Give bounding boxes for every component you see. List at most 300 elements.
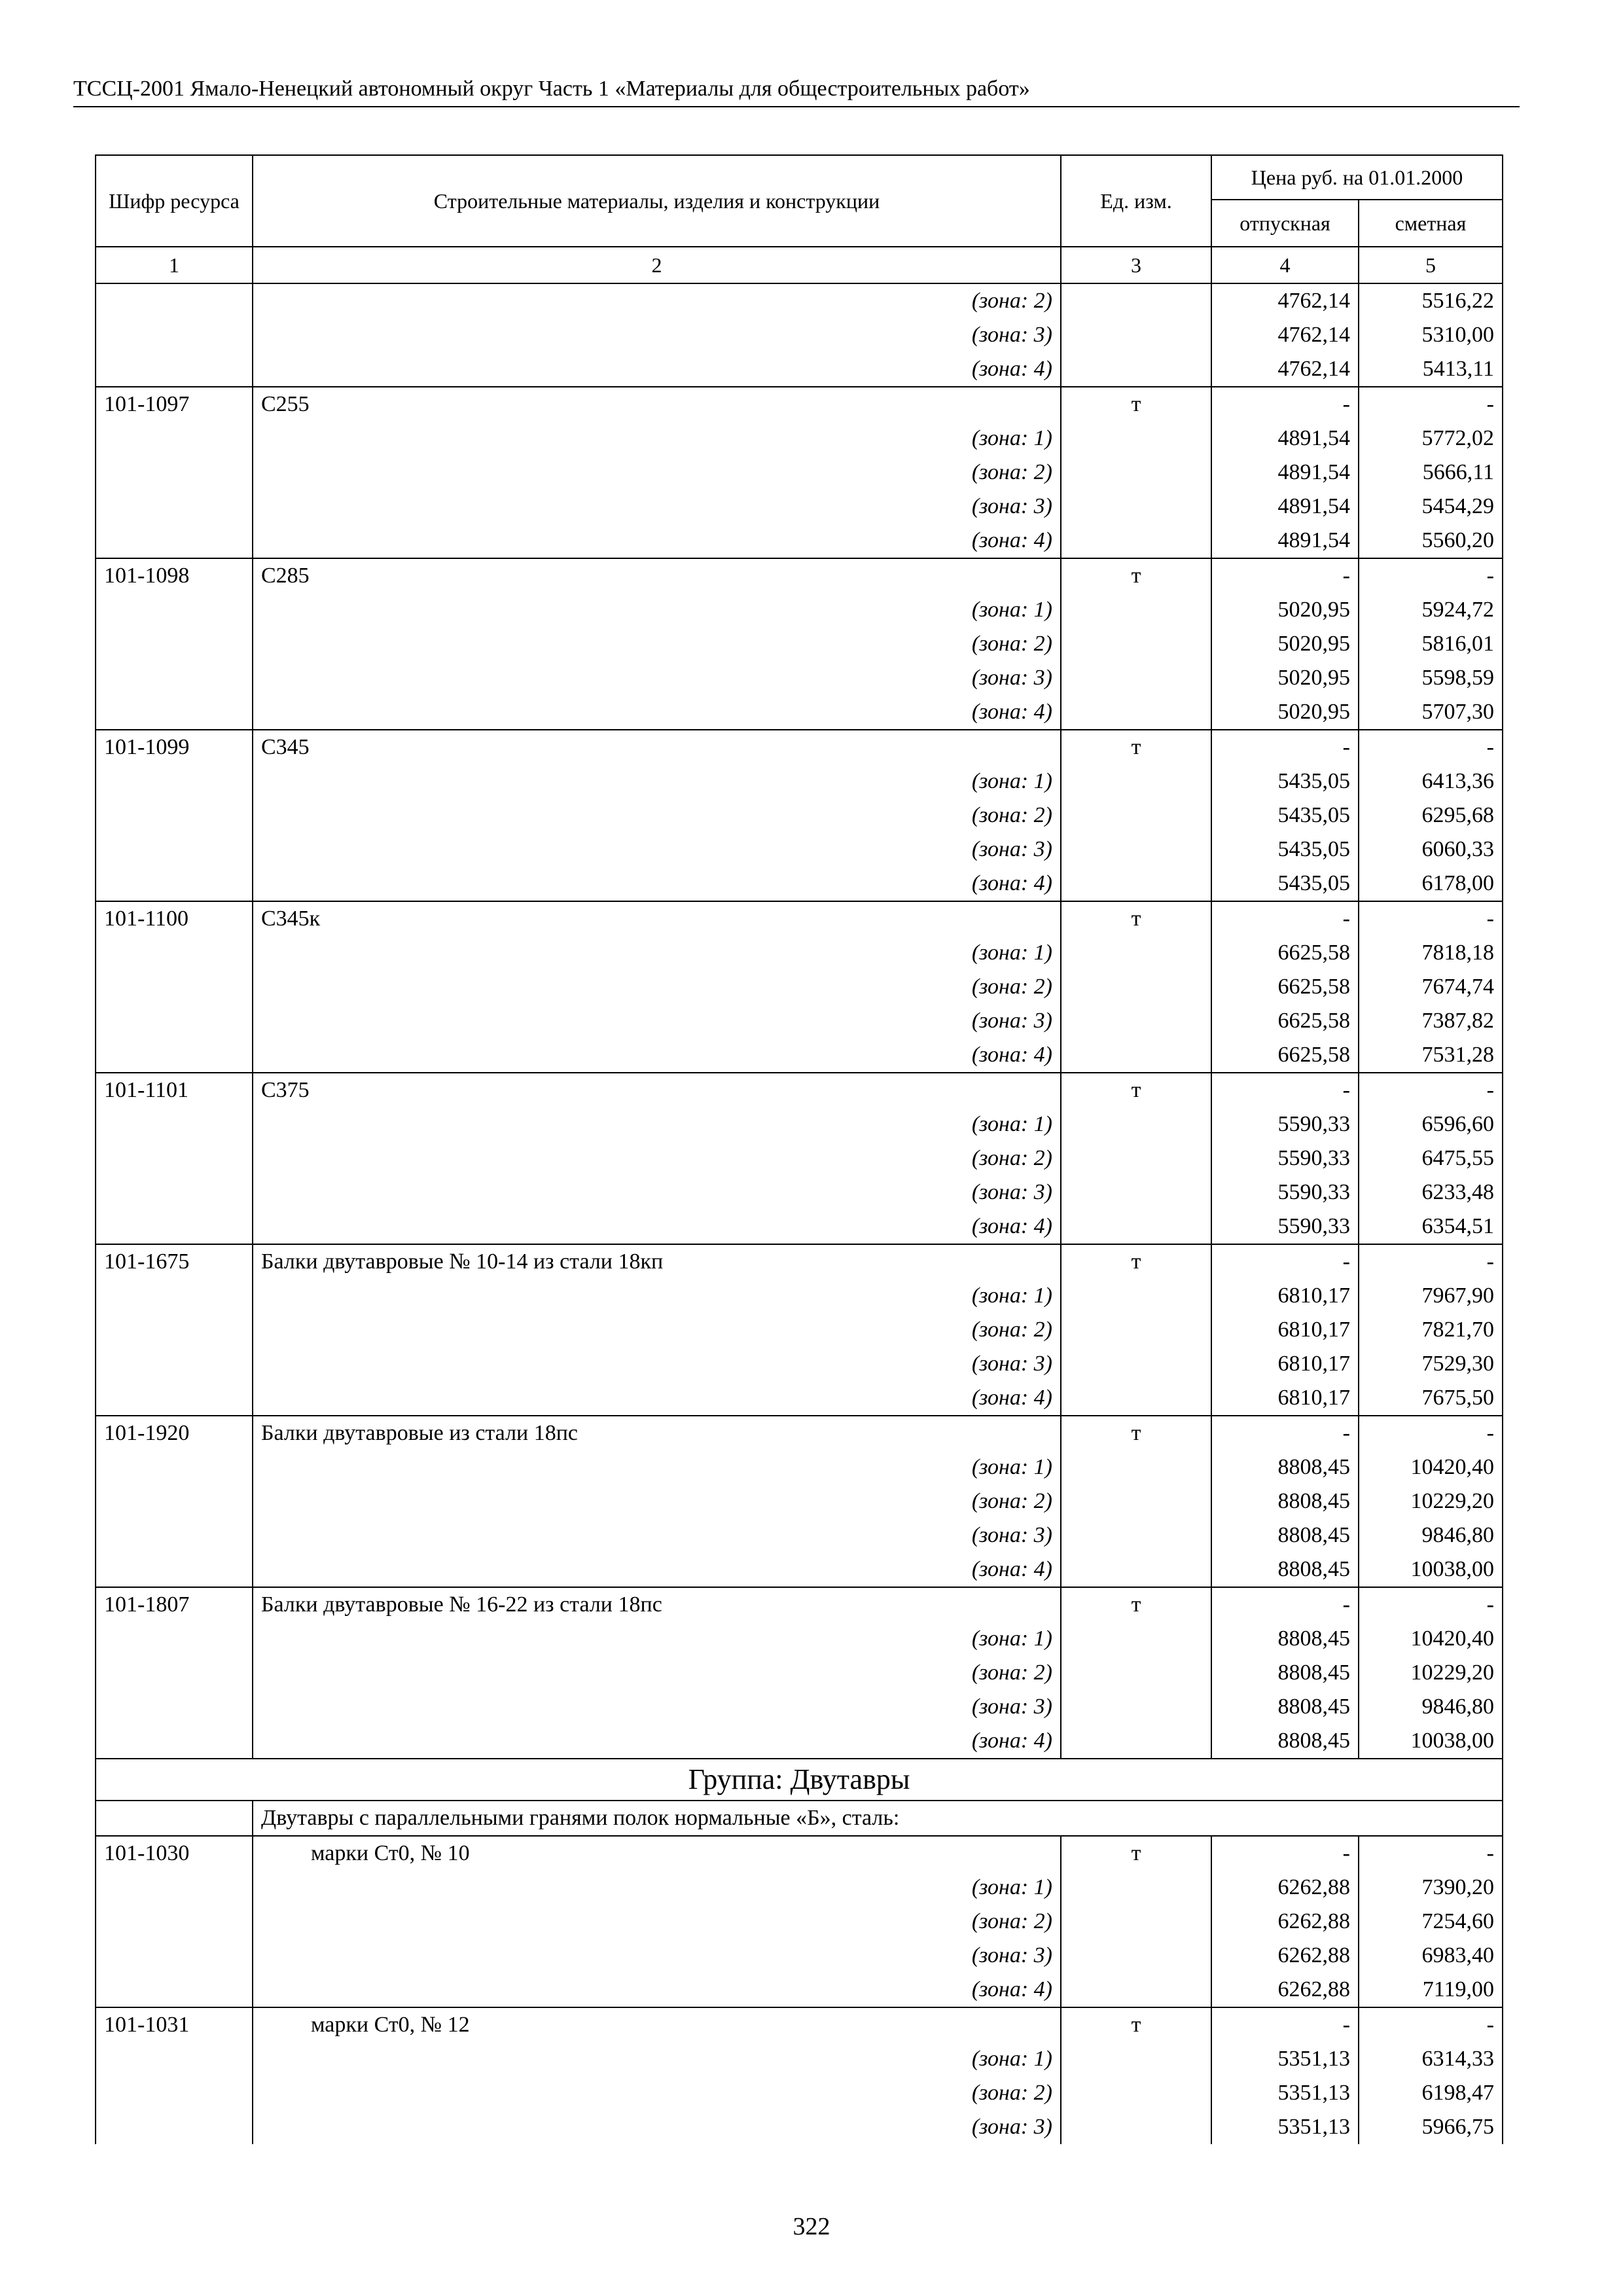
zone-row xyxy=(96,1905,1503,1939)
table-group-section xyxy=(96,1759,1503,1836)
release-price: - xyxy=(1211,1416,1359,1450)
release-price: - xyxy=(1211,901,1359,936)
zone-row xyxy=(96,1450,1503,1484)
price-table xyxy=(95,154,1503,2144)
empty-code-cell xyxy=(96,352,253,387)
empty-code-cell xyxy=(96,798,253,833)
empty-unit-cell xyxy=(1061,1141,1211,1175)
estimate-price: 6983,40 xyxy=(1359,1939,1503,1973)
zone-label: (зона: 1) xyxy=(253,422,1061,456)
empty-code-cell xyxy=(96,867,253,901)
estimate-price: 5924,72 xyxy=(1359,593,1503,627)
empty-code-cell xyxy=(96,833,253,867)
unit-cell: т xyxy=(1061,558,1211,593)
empty-unit-cell xyxy=(1061,1450,1211,1484)
empty-unit-cell xyxy=(1061,524,1211,558)
empty-unit-cell xyxy=(1061,970,1211,1004)
empty-unit-cell xyxy=(1061,1939,1211,1973)
empty-code-cell xyxy=(96,1038,253,1073)
zone-label: (зона: 2) xyxy=(253,798,1061,833)
empty-unit-cell xyxy=(1061,1279,1211,1313)
release-price: 5590,33 xyxy=(1211,1107,1359,1141)
zone-row xyxy=(96,593,1503,627)
zone-label: (зона: 4) xyxy=(253,695,1061,730)
zone-label: (зона: 4) xyxy=(253,1210,1061,1244)
zone-row xyxy=(96,490,1503,524)
empty-code-cell xyxy=(96,1871,253,1905)
zone-label: (зона: 4) xyxy=(253,1973,1061,2007)
resource-name: С255 xyxy=(253,387,1061,422)
release-price: 8808,45 xyxy=(1211,1450,1359,1484)
empty-code-cell xyxy=(96,2076,253,2110)
unit-cell: т xyxy=(1061,901,1211,936)
empty-unit-cell xyxy=(1061,661,1211,695)
release-price: - xyxy=(1211,2007,1359,2042)
resource-name: Балки двутавровые № 10-14 из стали 18кп xyxy=(253,1244,1061,1279)
column-number: 2 xyxy=(253,247,1061,283)
zone-label: (зона: 3) xyxy=(253,661,1061,695)
zone-row xyxy=(96,2110,1503,2144)
empty-unit-cell xyxy=(1061,627,1211,661)
empty-unit-cell xyxy=(1061,695,1211,730)
estimate-price: 7254,60 xyxy=(1359,1905,1503,1939)
zone-label: (зона: 3) xyxy=(253,1175,1061,1210)
zone-label: (зона: 1) xyxy=(253,1871,1061,1905)
empty-unit-cell xyxy=(1061,1552,1211,1587)
resource-code: 101-1675 xyxy=(96,1244,253,1279)
release-price: 4891,54 xyxy=(1211,456,1359,490)
table-row xyxy=(96,2007,1503,2042)
estimate-price: - xyxy=(1359,558,1503,593)
zone-label: (зона: 4) xyxy=(253,867,1061,901)
zone-label: (зона: 2) xyxy=(253,1905,1061,1939)
zone-label: (зона: 1) xyxy=(253,936,1061,970)
zone-row xyxy=(96,1175,1503,1210)
subgroup-title: Двутавры с параллельными гранями полок нормальные «Б», сталь: xyxy=(253,1801,1503,1836)
zone-label: (зона: 4) xyxy=(253,1038,1061,1073)
zone-label: (зона: 1) xyxy=(253,1107,1061,1141)
zone-row xyxy=(96,283,1503,318)
empty-unit-cell xyxy=(1061,1107,1211,1141)
empty-unit-cell xyxy=(1061,1690,1211,1724)
estimate-price: 5413,11 xyxy=(1359,352,1503,387)
empty-code-cell xyxy=(96,1004,253,1038)
empty-code-cell xyxy=(96,1450,253,1484)
empty-unit-cell xyxy=(1061,2042,1211,2076)
empty-code-cell xyxy=(96,970,253,1004)
page-header: ТССЦ-2001 Ямало-Ненецкий автономный округ Часть 1 «Материалы для общестроительных работ» xyxy=(73,73,1520,107)
zone-row xyxy=(96,833,1503,867)
release-price: 6625,58 xyxy=(1211,1004,1359,1038)
zone-row xyxy=(96,1004,1503,1038)
release-price: - xyxy=(1211,1836,1359,1871)
estimate-price: 9846,80 xyxy=(1359,1518,1503,1552)
release-price: 5435,05 xyxy=(1211,833,1359,867)
zone-row xyxy=(96,1622,1503,1656)
resource-code: 101-1097 xyxy=(96,387,253,422)
estimate-price: 6354,51 xyxy=(1359,1210,1503,1244)
empty-code-cell xyxy=(96,422,253,456)
release-price: 5020,95 xyxy=(1211,627,1359,661)
table-row xyxy=(96,730,1503,764)
zone-label: (зона: 2) xyxy=(253,456,1061,490)
column-header-release: отпускная xyxy=(1211,200,1359,247)
subgroup-spacer xyxy=(96,1801,253,1836)
empty-code-cell xyxy=(96,456,253,490)
zone-row xyxy=(96,627,1503,661)
zone-row xyxy=(96,1656,1503,1690)
release-price: 8808,45 xyxy=(1211,1724,1359,1759)
column-header-unit: Ед. изм. xyxy=(1061,155,1211,247)
empty-code-cell xyxy=(96,1107,253,1141)
table-row xyxy=(96,1416,1503,1450)
estimate-price: 5707,30 xyxy=(1359,695,1503,730)
estimate-price: - xyxy=(1359,1244,1503,1279)
empty-code-cell xyxy=(96,1724,253,1759)
zone-label: (зона: 3) xyxy=(253,1518,1061,1552)
zone-row xyxy=(96,1038,1503,1073)
estimate-price: 5666,11 xyxy=(1359,456,1503,490)
zone-row xyxy=(96,867,1503,901)
empty-unit-cell xyxy=(1061,1484,1211,1518)
estimate-price: 5516,22 xyxy=(1359,283,1503,318)
resource-code: 101-1030 xyxy=(96,1836,253,1871)
resource-code: 101-1920 xyxy=(96,1416,253,1450)
zone-row xyxy=(96,970,1503,1004)
release-price: 6262,88 xyxy=(1211,1871,1359,1905)
estimate-price: 9846,80 xyxy=(1359,1690,1503,1724)
unit-cell: т xyxy=(1061,2007,1211,2042)
zone-label: (зона: 3) xyxy=(253,1347,1061,1381)
unit-cell: т xyxy=(1061,1073,1211,1107)
estimate-price: 7674,74 xyxy=(1359,970,1503,1004)
zone-label: (зона: 3) xyxy=(253,490,1061,524)
table-row xyxy=(96,1073,1503,1107)
resource-name: С375 xyxy=(253,1073,1061,1107)
empty-code-cell xyxy=(96,1690,253,1724)
estimate-price: 10038,00 xyxy=(1359,1724,1503,1759)
zone-row xyxy=(96,764,1503,798)
empty-unit-cell xyxy=(1061,490,1211,524)
table-body-ibeams xyxy=(96,1836,1503,2144)
empty-unit-cell xyxy=(1061,936,1211,970)
zone-row xyxy=(96,524,1503,558)
release-price: 4891,54 xyxy=(1211,490,1359,524)
empty-code-cell xyxy=(96,2042,253,2076)
release-price: 4891,54 xyxy=(1211,524,1359,558)
estimate-price: 10420,40 xyxy=(1359,1622,1503,1656)
empty-unit-cell xyxy=(1061,1724,1211,1759)
zone-row xyxy=(96,1518,1503,1552)
empty-code-cell xyxy=(96,1518,253,1552)
zone-row xyxy=(96,1313,1503,1347)
zone-label: (зона: 2) xyxy=(253,2076,1061,2110)
estimate-price: - xyxy=(1359,1416,1503,1450)
column-number: 4 xyxy=(1211,247,1359,283)
release-price: - xyxy=(1211,1587,1359,1622)
release-price: 6262,88 xyxy=(1211,1905,1359,1939)
estimate-price: 6233,48 xyxy=(1359,1175,1503,1210)
estimate-price: 7119,00 xyxy=(1359,1973,1503,2007)
table-row xyxy=(96,558,1503,593)
release-price: - xyxy=(1211,1073,1359,1107)
empty-unit-cell xyxy=(1061,1871,1211,1905)
empty-code-cell xyxy=(96,1210,253,1244)
release-price: 5020,95 xyxy=(1211,695,1359,730)
empty-unit-cell xyxy=(1061,456,1211,490)
unit-cell: т xyxy=(1061,1416,1211,1450)
zone-row xyxy=(96,1552,1503,1587)
resource-name: Балки двутавровые из стали 18пс xyxy=(253,1416,1061,1450)
zone-label: (зона: 1) xyxy=(253,1450,1061,1484)
empty-unit-cell xyxy=(1061,867,1211,901)
empty-code-cell xyxy=(96,1622,253,1656)
release-price: 8808,45 xyxy=(1211,1518,1359,1552)
release-price: 5435,05 xyxy=(1211,798,1359,833)
empty-code-cell xyxy=(96,1939,253,1973)
zone-label: (зона: 2) xyxy=(253,1313,1061,1347)
estimate-price: - xyxy=(1359,1073,1503,1107)
estimate-price: 5966,75 xyxy=(1359,2110,1503,2144)
zone-row xyxy=(96,1939,1503,1973)
zone-label: (зона: 2) xyxy=(253,627,1061,661)
unit-cell: т xyxy=(1061,1836,1211,1871)
empty-unit-cell xyxy=(1061,2110,1211,2144)
zone-row xyxy=(96,1107,1503,1141)
empty-code-cell xyxy=(96,1141,253,1175)
table-row xyxy=(96,387,1503,422)
release-price: 4891,54 xyxy=(1211,422,1359,456)
estimate-price: 10229,20 xyxy=(1359,1656,1503,1690)
zone-row xyxy=(96,1973,1503,2007)
empty-unit-cell xyxy=(1061,1518,1211,1552)
zone-row xyxy=(96,695,1503,730)
unit-cell: т xyxy=(1061,387,1211,422)
column-header-name: Строительные материалы, изделия и конструкции xyxy=(253,155,1061,247)
empty-code-cell xyxy=(96,1484,253,1518)
zone-label: (зона: 4) xyxy=(253,1381,1061,1416)
zone-row xyxy=(96,422,1503,456)
estimate-price: 6295,68 xyxy=(1359,798,1503,833)
release-price: 6262,88 xyxy=(1211,1939,1359,1973)
zone-label: (зона: 3) xyxy=(253,833,1061,867)
release-price: 5435,05 xyxy=(1211,764,1359,798)
zone-label: (зона: 2) xyxy=(253,1484,1061,1518)
estimate-price: 7531,28 xyxy=(1359,1038,1503,1073)
release-price: 4762,14 xyxy=(1211,318,1359,352)
estimate-price: 5598,59 xyxy=(1359,661,1503,695)
empty-code-cell xyxy=(96,1279,253,1313)
empty-code-cell xyxy=(96,764,253,798)
empty-code-cell xyxy=(96,1313,253,1347)
empty-unit-cell xyxy=(1061,764,1211,798)
empty-unit-cell xyxy=(1061,1973,1211,2007)
estimate-price: - xyxy=(1359,901,1503,936)
column-number: 5 xyxy=(1359,247,1503,283)
column-header-code: Шифр ресурса xyxy=(96,155,253,247)
estimate-price: 6198,47 xyxy=(1359,2076,1503,2110)
estimate-price: 5560,20 xyxy=(1359,524,1503,558)
zone-label: (зона: 2) xyxy=(253,1656,1061,1690)
estimate-price: 5772,02 xyxy=(1359,422,1503,456)
estimate-price: 5310,00 xyxy=(1359,318,1503,352)
column-header-estimate: сметная xyxy=(1359,200,1503,247)
release-price: 5351,13 xyxy=(1211,2042,1359,2076)
empty-unit-cell xyxy=(1061,1622,1211,1656)
release-price: 5020,95 xyxy=(1211,661,1359,695)
zone-row xyxy=(96,1724,1503,1759)
zone-label: (зона: 4) xyxy=(253,352,1061,387)
empty-code-cell xyxy=(96,490,253,524)
release-price: 6262,88 xyxy=(1211,1973,1359,2007)
zone-row xyxy=(96,1690,1503,1724)
zone-row xyxy=(96,1210,1503,1244)
zone-label: (зона: 1) xyxy=(253,593,1061,627)
zone-label: (зона: 2) xyxy=(253,1141,1061,1175)
resource-name: С345 xyxy=(253,730,1061,764)
empty-code-cell xyxy=(96,1381,253,1416)
empty-unit-cell xyxy=(1061,318,1211,352)
empty-unit-cell xyxy=(1061,2076,1211,2110)
zone-row xyxy=(96,1871,1503,1905)
estimate-price: 7387,82 xyxy=(1359,1004,1503,1038)
zone-label: (зона: 2) xyxy=(253,970,1061,1004)
release-price: 5590,33 xyxy=(1211,1141,1359,1175)
table-row xyxy=(96,901,1503,936)
estimate-price: 5454,29 xyxy=(1359,490,1503,524)
unit-cell: т xyxy=(1061,1587,1211,1622)
empty-code-cell xyxy=(96,524,253,558)
empty-code-cell xyxy=(96,1905,253,1939)
empty-unit-cell xyxy=(1061,1381,1211,1416)
estimate-price: - xyxy=(1359,1836,1503,1871)
empty-code-cell xyxy=(96,1656,253,1690)
unit-cell: т xyxy=(1061,1244,1211,1279)
zone-label: (зона: 3) xyxy=(253,1690,1061,1724)
zone-row xyxy=(96,661,1503,695)
resource-name: Балки двутавровые № 16-22 из стали 18пс xyxy=(253,1587,1061,1622)
empty-code-cell xyxy=(96,1347,253,1381)
release-price: 6625,58 xyxy=(1211,970,1359,1004)
empty-code-cell xyxy=(96,695,253,730)
release-price: - xyxy=(1211,730,1359,764)
column-number: 3 xyxy=(1061,247,1211,283)
release-price: 8808,45 xyxy=(1211,1622,1359,1656)
estimate-price: - xyxy=(1359,2007,1503,2042)
estimate-price: 6596,60 xyxy=(1359,1107,1503,1141)
release-price: 6810,17 xyxy=(1211,1347,1359,1381)
empty-code-cell xyxy=(96,283,253,318)
zone-label: (зона: 3) xyxy=(253,2110,1061,2144)
empty-code-cell xyxy=(96,1175,253,1210)
release-price: - xyxy=(1211,387,1359,422)
resource-name: С345к xyxy=(253,901,1061,936)
release-price: 5020,95 xyxy=(1211,593,1359,627)
release-price: 5351,13 xyxy=(1211,2076,1359,2110)
zone-row xyxy=(96,2042,1503,2076)
zone-row xyxy=(96,1279,1503,1313)
release-price: 5590,33 xyxy=(1211,1210,1359,1244)
release-price: 5590,33 xyxy=(1211,1175,1359,1210)
empty-unit-cell xyxy=(1061,1656,1211,1690)
empty-unit-cell xyxy=(1061,422,1211,456)
zone-row xyxy=(96,1381,1503,1416)
zone-row xyxy=(96,318,1503,352)
empty-unit-cell xyxy=(1061,1210,1211,1244)
table-body-beams xyxy=(96,283,1503,1759)
zone-label: (зона: 4) xyxy=(253,1724,1061,1759)
estimate-price: 10229,20 xyxy=(1359,1484,1503,1518)
zone-row xyxy=(96,1141,1503,1175)
estimate-price: 7529,30 xyxy=(1359,1347,1503,1381)
zone-row xyxy=(96,936,1503,970)
zone-label: (зона: 3) xyxy=(253,1004,1061,1038)
zone-row xyxy=(96,2076,1503,2110)
release-price: 4762,14 xyxy=(1211,283,1359,318)
empty-unit-cell xyxy=(1061,1905,1211,1939)
resource-code: 101-1807 xyxy=(96,1587,253,1622)
resource-code: 101-1100 xyxy=(96,901,253,936)
zone-label: (зона: 3) xyxy=(253,318,1061,352)
estimate-price: 5816,01 xyxy=(1359,627,1503,661)
estimate-price: 6413,36 xyxy=(1359,764,1503,798)
estimate-price: 10420,40 xyxy=(1359,1450,1503,1484)
zone-label: (зона: 4) xyxy=(253,1552,1061,1587)
column-number: 1 xyxy=(96,247,253,283)
zone-label: (зона: 3) xyxy=(253,1939,1061,1973)
zone-row xyxy=(96,456,1503,490)
empty-code-cell xyxy=(96,318,253,352)
estimate-price: 7821,70 xyxy=(1359,1313,1503,1347)
empty-unit-cell xyxy=(1061,1313,1211,1347)
empty-code-cell xyxy=(96,1973,253,2007)
estimate-price: 7675,50 xyxy=(1359,1381,1503,1416)
release-price: - xyxy=(1211,1244,1359,1279)
estimate-price: 6060,33 xyxy=(1359,833,1503,867)
empty-unit-cell xyxy=(1061,1004,1211,1038)
empty-code-cell xyxy=(96,661,253,695)
zone-label: (зона: 1) xyxy=(253,1279,1061,1313)
resource-code: 101-1101 xyxy=(96,1073,253,1107)
empty-code-cell xyxy=(96,936,253,970)
estimate-price: - xyxy=(1359,387,1503,422)
table-row xyxy=(96,1587,1503,1622)
empty-unit-cell xyxy=(1061,1038,1211,1073)
estimate-price: 7967,90 xyxy=(1359,1279,1503,1313)
column-header-price: Цена руб. на 01.01.2000 xyxy=(1211,155,1503,200)
release-price: 8808,45 xyxy=(1211,1656,1359,1690)
unit-cell: т xyxy=(1061,730,1211,764)
release-price: 6810,17 xyxy=(1211,1279,1359,1313)
resource-code: 101-1098 xyxy=(96,558,253,593)
empty-unit-cell xyxy=(1061,352,1211,387)
zone-label: (зона: 4) xyxy=(253,524,1061,558)
estimate-price: 6475,55 xyxy=(1359,1141,1503,1175)
release-price: 5435,05 xyxy=(1211,867,1359,901)
resource-name: марки Ст0, № 10 xyxy=(253,1836,1061,1871)
empty-code-cell xyxy=(96,593,253,627)
zone-label: (зона: 1) xyxy=(253,764,1061,798)
empty-code-cell xyxy=(96,627,253,661)
resource-name: марки Ст0, № 12 xyxy=(253,2007,1061,2042)
zone-label: (зона: 1) xyxy=(253,1622,1061,1656)
zone-label: (зона: 1) xyxy=(253,2042,1061,2076)
release-price: 6810,17 xyxy=(1211,1313,1359,1347)
table-row xyxy=(96,1836,1503,1871)
release-price: 6625,58 xyxy=(1211,1038,1359,1073)
zone-row xyxy=(96,1347,1503,1381)
empty-unit-cell xyxy=(1061,593,1211,627)
